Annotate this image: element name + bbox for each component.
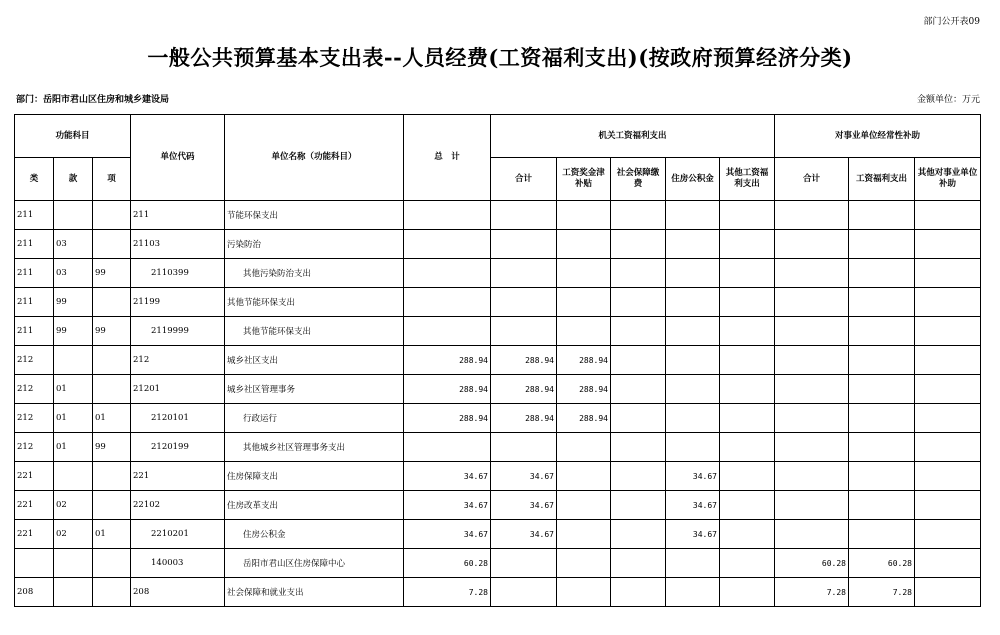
- cell-name: 社会保障和就业支出: [225, 578, 404, 607]
- cell-a-social: [611, 433, 666, 462]
- cell-total: [404, 317, 491, 346]
- cell-a-other: [720, 520, 775, 549]
- cell-a-wage: [557, 520, 611, 549]
- cell-a-housing: [666, 346, 720, 375]
- cell-lei: 212: [15, 375, 54, 404]
- cell-a-housing: [666, 433, 720, 462]
- header-institution-subsidy: 对事业单位经常性补助: [775, 115, 981, 158]
- cell-lei: 211: [15, 230, 54, 259]
- cell-a-social: [611, 201, 666, 230]
- cell-b-other: [915, 404, 981, 433]
- cell-b-wage: [849, 404, 915, 433]
- cell-total: 288.94: [404, 346, 491, 375]
- cell-xiang: [93, 462, 131, 491]
- cell-code: 2119999: [131, 317, 225, 346]
- cell-a-social: [611, 230, 666, 259]
- cell-a-sum: [491, 288, 557, 317]
- cell-a-sum: [491, 230, 557, 259]
- table-row: [15, 375, 981, 404]
- cell-a-sum: [491, 433, 557, 462]
- cell-name: 行政运行: [225, 404, 404, 433]
- cell-a-social: [611, 288, 666, 317]
- cell-xiang: [93, 288, 131, 317]
- cell-kuan: 03: [54, 230, 93, 259]
- cell-b-other: [915, 578, 981, 607]
- cell-a-wage: [557, 317, 611, 346]
- table-row: [15, 462, 981, 491]
- header-lei: 类: [15, 158, 54, 201]
- cell-kuan: 99: [54, 288, 93, 317]
- cell-code: 221: [131, 462, 225, 491]
- cell-a-sum: [491, 578, 557, 607]
- cell-a-housing: [666, 578, 720, 607]
- cell-code: 21103: [131, 230, 225, 259]
- header-kuan: 款: [54, 158, 93, 201]
- cell-name: 城乡社区支出: [225, 346, 404, 375]
- cell-b-other: [915, 230, 981, 259]
- cell-b-other: [915, 462, 981, 491]
- cell-a-other: [720, 462, 775, 491]
- cell-b-sum: [775, 375, 849, 404]
- cell-b-wage: [849, 433, 915, 462]
- table-row: [15, 404, 981, 433]
- cell-code: 2210201: [131, 520, 225, 549]
- cell-a-wage: 288.94: [557, 375, 611, 404]
- cell-a-housing: [666, 375, 720, 404]
- cell-total: [404, 288, 491, 317]
- cell-name: 住房保障支出: [225, 462, 404, 491]
- cell-total: 34.67: [404, 462, 491, 491]
- cell-a-wage: 288.94: [557, 404, 611, 433]
- cell-total: [404, 433, 491, 462]
- header-total: 总 计: [404, 115, 491, 201]
- table-number-label: 部门公开表09: [923, 17, 980, 27]
- cell-lei: 211: [15, 288, 54, 317]
- header-a-social: 社会保障缴费: [611, 158, 666, 201]
- page-title: 一般公共预算基本支出表--人员经费(工资福利支出)(按政府预算经济分类): [147, 45, 853, 70]
- cell-name: 城乡社区管理事务: [225, 375, 404, 404]
- header-b-other: 其他对事业单位补助: [915, 158, 981, 201]
- cell-lei: 212: [15, 404, 54, 433]
- cell-a-wage: [557, 259, 611, 288]
- table-row: [15, 433, 981, 462]
- budget-table: [14, 114, 981, 607]
- cell-kuan: 01: [54, 404, 93, 433]
- cell-kuan: [54, 201, 93, 230]
- cell-a-social: [611, 462, 666, 491]
- table-row: [15, 317, 981, 346]
- cell-a-social: [611, 491, 666, 520]
- cell-kuan: [54, 346, 93, 375]
- cell-b-other: [915, 259, 981, 288]
- cell-a-housing: [666, 549, 720, 578]
- cell-a-social: [611, 346, 666, 375]
- header-b-sum: 合计: [775, 158, 849, 201]
- cell-b-other: [915, 375, 981, 404]
- cell-a-other: [720, 201, 775, 230]
- cell-a-social: [611, 317, 666, 346]
- cell-b-sum: [775, 230, 849, 259]
- cell-a-social: [611, 520, 666, 549]
- cell-a-social: [611, 259, 666, 288]
- cell-b-other: [915, 317, 981, 346]
- cell-a-wage: [557, 462, 611, 491]
- header-a-other: 其他工资福利支出: [720, 158, 775, 201]
- cell-total: 60.28: [404, 549, 491, 578]
- cell-code: 2120101: [131, 404, 225, 433]
- cell-a-other: [720, 433, 775, 462]
- cell-a-housing: 34.67: [666, 520, 720, 549]
- cell-total: 34.67: [404, 520, 491, 549]
- table-row: [15, 346, 981, 375]
- cell-kuan: 02: [54, 491, 93, 520]
- cell-name: 其他城乡社区管理事务支出: [225, 433, 404, 462]
- cell-code: 208: [131, 578, 225, 607]
- cell-a-housing: [666, 288, 720, 317]
- header-xiang: 项: [93, 158, 131, 201]
- cell-a-sum: 34.67: [491, 462, 557, 491]
- cell-xiang: 01: [93, 404, 131, 433]
- cell-kuan: [54, 578, 93, 607]
- table-row: [15, 549, 981, 578]
- unit-label: 金额单位：万元: [916, 95, 980, 105]
- cell-xiang: 99: [93, 317, 131, 346]
- cell-b-sum: 60.28: [775, 549, 849, 578]
- cell-b-wage: [849, 288, 915, 317]
- cell-kuan: [54, 549, 93, 578]
- cell-lei: 211: [15, 201, 54, 230]
- cell-b-other: [915, 491, 981, 520]
- table-row: [15, 230, 981, 259]
- table-row: [15, 520, 981, 549]
- cell-b-wage: [849, 375, 915, 404]
- cell-total: [404, 259, 491, 288]
- cell-total: 288.94: [404, 375, 491, 404]
- cell-b-sum: [775, 462, 849, 491]
- cell-a-other: [720, 404, 775, 433]
- cell-b-other: [915, 288, 981, 317]
- cell-kuan: 99: [54, 317, 93, 346]
- cell-kuan: 02: [54, 520, 93, 549]
- cell-a-other: [720, 288, 775, 317]
- cell-code: 22102: [131, 491, 225, 520]
- cell-code: 21201: [131, 375, 225, 404]
- cell-b-sum: [775, 520, 849, 549]
- cell-xiang: [93, 346, 131, 375]
- cell-code: 2110399: [131, 259, 225, 288]
- cell-a-housing: [666, 404, 720, 433]
- cell-b-wage: [849, 259, 915, 288]
- cell-code: 2120199: [131, 433, 225, 462]
- cell-b-sum: [775, 491, 849, 520]
- cell-a-wage: [557, 433, 611, 462]
- cell-b-wage: [849, 462, 915, 491]
- header-unit-code: 单位代码: [131, 115, 225, 201]
- cell-code: 212: [131, 346, 225, 375]
- cell-b-other: [915, 520, 981, 549]
- cell-total: [404, 201, 491, 230]
- cell-name: 节能环保支出: [225, 201, 404, 230]
- cell-a-other: [720, 317, 775, 346]
- cell-xiang: 01: [93, 520, 131, 549]
- cell-xiang: [93, 375, 131, 404]
- cell-lei: 211: [15, 317, 54, 346]
- cell-xiang: 99: [93, 433, 131, 462]
- cell-b-wage: 7.28: [849, 578, 915, 607]
- cell-a-sum: 288.94: [491, 375, 557, 404]
- cell-xiang: [93, 578, 131, 607]
- cell-lei: 221: [15, 520, 54, 549]
- cell-total: 34.67: [404, 491, 491, 520]
- cell-a-social: [611, 578, 666, 607]
- cell-lei: 221: [15, 491, 54, 520]
- cell-b-sum: [775, 288, 849, 317]
- cell-code: 211: [131, 201, 225, 230]
- cell-b-sum: [775, 201, 849, 230]
- cell-kuan: 01: [54, 433, 93, 462]
- cell-a-wage: [557, 288, 611, 317]
- cell-a-wage: [557, 230, 611, 259]
- cell-a-other: [720, 259, 775, 288]
- cell-a-housing: [666, 259, 720, 288]
- cell-a-other: [720, 549, 775, 578]
- cell-xiang: [93, 549, 131, 578]
- header-agency-wage-welfare: 机关工资福利支出: [491, 115, 775, 158]
- table-row: [15, 578, 981, 607]
- cell-a-wage: 288.94: [557, 346, 611, 375]
- cell-xiang: [93, 230, 131, 259]
- cell-b-sum: 7.28: [775, 578, 849, 607]
- header-unit-name: 单位名称（功能科目）: [225, 115, 404, 201]
- cell-xiang: 99: [93, 259, 131, 288]
- cell-name: 其他节能环保支出: [225, 288, 404, 317]
- cell-b-sum: [775, 404, 849, 433]
- cell-lei: 212: [15, 433, 54, 462]
- cell-a-other: [720, 230, 775, 259]
- table-row: [15, 288, 981, 317]
- cell-a-other: [720, 346, 775, 375]
- cell-a-wage: [557, 201, 611, 230]
- cell-a-other: [720, 491, 775, 520]
- cell-a-wage: [557, 491, 611, 520]
- cell-name: 其他污染防治支出: [225, 259, 404, 288]
- cell-a-social: [611, 375, 666, 404]
- cell-a-sum: [491, 317, 557, 346]
- cell-a-sum: [491, 549, 557, 578]
- cell-a-housing: [666, 201, 720, 230]
- header-a-sum: 合计: [491, 158, 557, 201]
- header-a-housing: 住房公积金: [666, 158, 720, 201]
- cell-a-wage: [557, 578, 611, 607]
- cell-a-sum: [491, 259, 557, 288]
- cell-code: 140003: [131, 549, 225, 578]
- cell-kuan: 03: [54, 259, 93, 288]
- table-row: [15, 491, 981, 520]
- cell-b-wage: [849, 346, 915, 375]
- cell-b-wage: [849, 491, 915, 520]
- cell-b-wage: [849, 230, 915, 259]
- cell-name: 住房公积金: [225, 520, 404, 549]
- cell-b-other: [915, 549, 981, 578]
- cell-a-sum: 34.67: [491, 520, 557, 549]
- cell-b-sum: [775, 259, 849, 288]
- cell-b-wage: [849, 317, 915, 346]
- cell-b-wage: [849, 520, 915, 549]
- cell-a-other: [720, 578, 775, 607]
- cell-a-social: [611, 549, 666, 578]
- cell-kuan: [54, 462, 93, 491]
- cell-total: 288.94: [404, 404, 491, 433]
- cell-lei: [15, 549, 54, 578]
- cell-b-other: [915, 433, 981, 462]
- header-b-wage: 工资福利支出: [849, 158, 915, 201]
- cell-xiang: [93, 201, 131, 230]
- cell-a-sum: 288.94: [491, 346, 557, 375]
- cell-b-sum: [775, 346, 849, 375]
- cell-a-wage: [557, 549, 611, 578]
- cell-b-other: [915, 346, 981, 375]
- cell-a-sum: 288.94: [491, 404, 557, 433]
- cell-kuan: 01: [54, 375, 93, 404]
- cell-a-housing: 34.67: [666, 491, 720, 520]
- cell-name: 住房改革支出: [225, 491, 404, 520]
- cell-lei: 211: [15, 259, 54, 288]
- cell-name: 岳阳市君山区住房保障中心: [225, 549, 404, 578]
- table-row: [15, 201, 981, 230]
- cell-lei: 208: [15, 578, 54, 607]
- cell-b-sum: [775, 433, 849, 462]
- cell-a-sum: [491, 201, 557, 230]
- cell-b-wage: [849, 201, 915, 230]
- cell-b-wage: 60.28: [849, 549, 915, 578]
- cell-name: 其他节能环保支出: [225, 317, 404, 346]
- cell-b-other: [915, 201, 981, 230]
- cell-code: 21199: [131, 288, 225, 317]
- cell-a-housing: [666, 317, 720, 346]
- table-row: [15, 259, 981, 288]
- cell-a-housing: 34.67: [666, 462, 720, 491]
- header-function-subject: 功能科目: [15, 115, 131, 158]
- cell-name: 污染防治: [225, 230, 404, 259]
- cell-b-sum: [775, 317, 849, 346]
- department-label: 部门：岳阳市君山区住房和城乡建设局: [16, 95, 170, 105]
- cell-a-social: [611, 404, 666, 433]
- cell-total: [404, 230, 491, 259]
- cell-a-housing: [666, 230, 720, 259]
- cell-a-other: [720, 375, 775, 404]
- cell-total: 7.28: [404, 578, 491, 607]
- cell-xiang: [93, 491, 131, 520]
- cell-a-sum: 34.67: [491, 491, 557, 520]
- cell-lei: 212: [15, 346, 54, 375]
- header-a-wage: 工资奖金津补贴: [557, 158, 611, 201]
- cell-lei: 221: [15, 462, 54, 491]
